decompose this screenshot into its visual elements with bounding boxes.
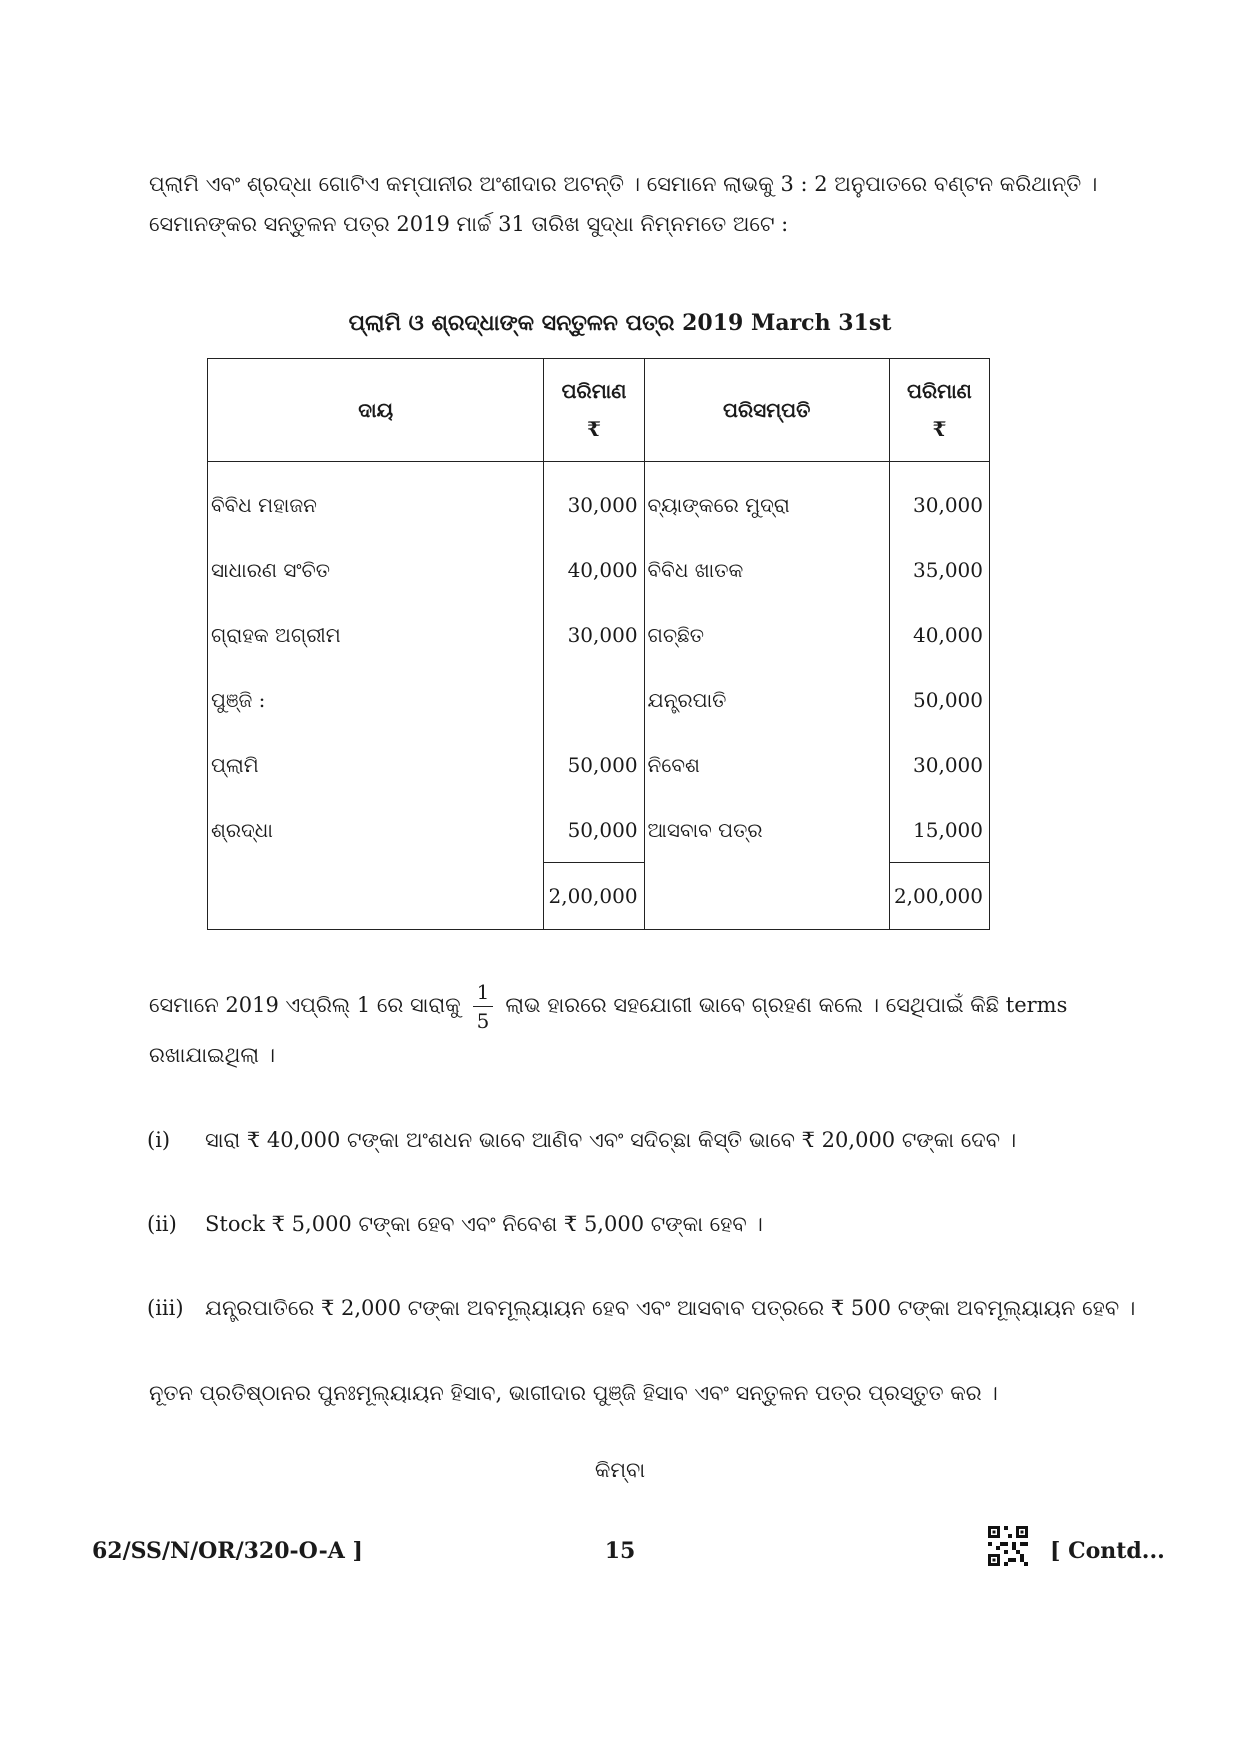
term-text: Stock ₹ 5,000 ଟଙ୍କା ହେବ ଏବଂ ନିବେଶ ₹ 5,000 ଟଙ୍କା ହେବ । <box>205 1212 763 1236</box>
liability-amount-cell: 50,000 <box>544 732 644 797</box>
liability-amount-cell: 50,000 <box>544 797 644 863</box>
header-liabilities: ଦାୟ <box>208 359 544 462</box>
term-item <box>147 1125 1016 1155</box>
fraction <box>473 978 494 1035</box>
table-row <box>208 602 990 667</box>
header-amount-label: ପରିମାଣ <box>907 379 972 403</box>
instruction-paragraph: ନୂତନ ପ୍ରତିଷ୍ଠାନର ପୁନଃମୂଲ୍ୟାୟନ ହିସାବ, ଭାଗୀଦାର ପୁଞ୍ଜି ହିସାବ ଏବଂ ସନ୍ତୁଳନ ପତ୍ର ପ୍ରସ୍ତୁତ କର । <box>149 1381 998 1405</box>
header-amount-label: ପରିମାଣ <box>561 379 627 403</box>
table-header-row <box>208 359 990 462</box>
table-total-row <box>208 863 990 930</box>
liability-cell: ଶ୍ରଦ୍ଧା <box>208 797 544 863</box>
qr-code-icon <box>988 1526 1028 1566</box>
table-row <box>208 462 990 538</box>
empty-cell <box>644 863 889 930</box>
table-row <box>208 537 990 602</box>
header-assets: ପରିସମ୍ପତି <box>644 359 889 462</box>
liability-cell: ବିବିଧ ମହାଜନ <box>208 462 544 538</box>
table-row <box>208 797 990 863</box>
fraction-numerator: 1 <box>473 978 494 1007</box>
liability-cell: ପ୍ଲାମି <box>208 732 544 797</box>
asset-cell: ନିବେଶ <box>644 732 889 797</box>
liability-amount-cell: 30,000 <box>544 602 644 667</box>
total-liabilities-cell: 2,00,000 <box>544 863 644 930</box>
total-assets-cell: 2,00,000 <box>889 863 989 930</box>
fraction-denominator: 5 <box>476 1009 490 1033</box>
or-separator: କିମ୍ବା <box>594 1458 646 1482</box>
liability-amount-cell <box>544 667 644 732</box>
admission-paragraph <box>149 978 1099 1075</box>
asset-amount-cell: 35,000 <box>889 537 989 602</box>
paper-code: 62/SS/N/OR/320-O-A ] <box>92 1538 363 1564</box>
rupee-symbol: ₹ <box>932 417 947 441</box>
asset-cell: ବ୍ୟାଙ୍କରେ ମୁଦ୍ରା <box>644 462 889 538</box>
empty-cell <box>208 863 544 930</box>
asset-amount-cell: 50,000 <box>889 667 989 732</box>
asset-cell: ଆସବାବ ପତ୍ର <box>644 797 889 863</box>
balance-sheet-title: ପ୍ଲାମି ଓ ଶ୍ରଦ୍ଧାଙ୍କ ସନ୍ତୁଳନ ପତ୍ର 2019 March 31st <box>348 310 892 336</box>
liability-cell: ଗ୍ରାହକ ଅଗ୍ରୀମ <box>208 602 544 667</box>
balance-sheet-table <box>207 358 990 930</box>
term-text: ସାରା ₹ 40,000 ଟଙ୍କା ଅଂଶଧନ ଭାବେ ଆଣିବ ଏବଂ ସଦିଚ୍ଛା କିସ୍ତି ଭାବେ ₹ 20,000 ଟଙ୍କା ଦେବ । <box>205 1128 1017 1152</box>
page-number: 15 <box>604 1538 636 1564</box>
continued-label: [ Contd... <box>1050 1538 1165 1564</box>
table-row <box>208 732 990 797</box>
term-label: (i) <box>147 1128 171 1152</box>
asset-amount-cell: 40,000 <box>889 602 989 667</box>
term-label: (iii) <box>147 1296 184 1320</box>
term-text: ଯନ୍ତ୍ରପାତିରେ ₹ 2,000 ଟଙ୍କା ଅବମୂଲ୍ୟାୟନ ହେବ ଏବଂ ଆସବାବ ପତ୍ରରେ ₹ 500 ଟଙ୍କା ଅବମୂଲ୍ୟାୟନ ହେବ । <box>205 1296 1136 1320</box>
liability-cell: ସାଧାରଣ ସଂଚିତ <box>208 537 544 602</box>
asset-cell: ବିବିଧ ଖାତକ <box>644 537 889 602</box>
asset-cell: ଯନ୍ତ୍ରପାତି <box>644 667 889 732</box>
term-item <box>147 1209 763 1239</box>
asset-amount-cell: 15,000 <box>889 797 989 863</box>
liability-amount-cell: 40,000 <box>544 537 644 602</box>
term-item <box>147 1293 1135 1323</box>
asset-cell: ଗଚ୍ଛିତ <box>644 602 889 667</box>
asset-amount-cell: 30,000 <box>889 732 989 797</box>
asset-amount-cell: 30,000 <box>889 462 989 538</box>
liability-amount-cell: 30,000 <box>544 462 644 538</box>
header-amount-assets <box>889 359 989 462</box>
term-label: (ii) <box>147 1212 177 1236</box>
admission-text-after: ଲାଭ ହାରରେ ସହଯୋଗୀ ଭାବେ ଗ୍ରହଣ କଲେ । ସେଥିପାଇଁ କିଛି terms ରଖାଯାଇଥିଲା । <box>149 993 1068 1067</box>
table-row <box>208 667 990 732</box>
intro-paragraph: ପ୍ଲାମି ଏବଂ ଶ୍ରଦ୍ଧା ଗୋଟିଏ କମ୍ପାନୀର ଅଂଶୀଦାର ଅଟନ୍ତି । ସେମାନେ ଲାଭକୁ 3 : 2 ଅନୁପାତରେ ବଣ୍ଟନ କରିଥାନ୍ତି । ସେମାନଙ୍କର ସନ୍ତୁଳନ ପତ୍ର 2019 ମାର୍ଚ୍ଚ 31 ତାରିଖ ସୁଦ୍ଧା ନିମ୍ନମତେ ଅଟେ : <box>149 172 1098 236</box>
rupee-symbol: ₹ <box>587 417 601 441</box>
liability-cell: ପୁଞ୍ଜି : <box>208 667 544 732</box>
header-amount-liabilities <box>544 359 644 462</box>
admission-text-before: ସେମାନେ 2019 ଏପ୍ରିଲ୍ 1 ରେ ସାରାକୁ <box>149 993 461 1017</box>
